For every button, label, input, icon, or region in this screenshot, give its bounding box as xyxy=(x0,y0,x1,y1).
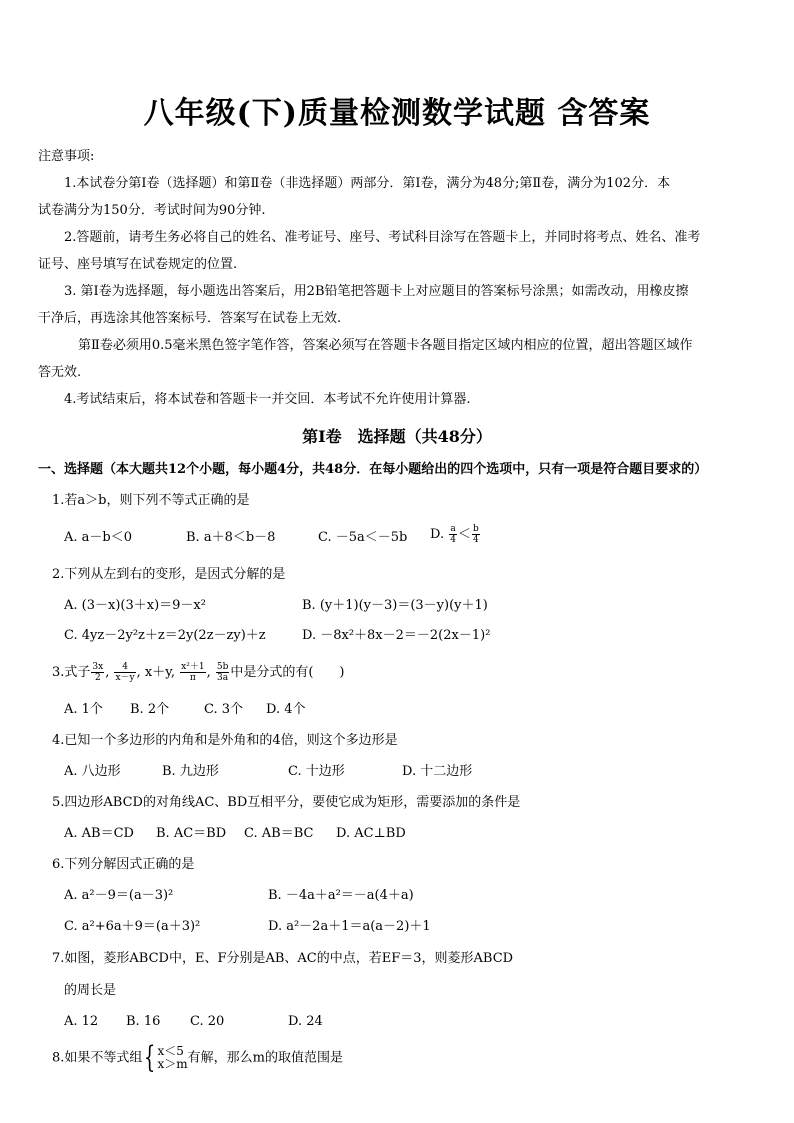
q2-option-d: D. －8x²＋8x－2＝－2(2x－1)² xyxy=(302,628,491,643)
notice-3-line-1: 3. 第Ⅰ卷为选择题，每小题选出答案后，用2B铅笔把答题卡上对应题目的答案标号涂黑；如需改动，用橡皮擦 xyxy=(64,284,689,299)
q8-inequality-2: x＞m xyxy=(157,1057,188,1071)
q5-option-d: D. AC⊥BD xyxy=(336,826,406,841)
notice-2-line-1: 2.答题前，请考生务必将自己的姓名、准考证号、座号、考试科目涂写在答题卡上，并同时将考点、姓名、准考 xyxy=(64,230,701,245)
q3-expr-4-num: x²＋1 xyxy=(181,662,205,672)
q5-option-a: A. AB＝CD xyxy=(64,826,134,841)
q1-d-num-1: a xyxy=(450,524,456,534)
q3-expr-1-num: 3x xyxy=(92,662,104,672)
q1-stem: 1.若a＞b，则下列不等式正确的是 xyxy=(52,493,250,508)
q3-expr-4 xyxy=(180,662,205,683)
q3-expr-2-num: 4 xyxy=(114,662,135,673)
q3-expr-1 xyxy=(91,662,104,683)
q7-option-a: A. 12 xyxy=(64,1014,99,1029)
q8-inequality-system xyxy=(158,1045,188,1071)
q1-d-den-2: 4 xyxy=(473,535,479,545)
q3-expr-5 xyxy=(216,662,230,683)
q1-option-c: C. －5a＜－5b xyxy=(318,530,408,545)
q6-option-b: B. －4a＋a²＝－a(4＋a) xyxy=(268,888,414,903)
notice-3-line-2: 干净后，再选涂其他答案标号．答案写在试卷上无效. xyxy=(38,311,342,326)
q7-stem-line-1: 7.如图，菱形ABCD中，E、F分别是AB、AC的中点，若EF＝3，则菱形ABCD xyxy=(52,951,514,966)
q1-option-b: B. a＋8＜b－8 xyxy=(186,530,276,545)
q3-stem-suffix: 中是分式的有( ) xyxy=(230,665,345,680)
q1-d-fraction-1 xyxy=(449,524,457,545)
q8-inequality-1: x＜5 xyxy=(157,1044,184,1058)
q3-expr-2 xyxy=(114,662,135,683)
q3-expr-3: x＋y, xyxy=(144,665,176,680)
q2-option-a: A. (3－x)(3＋x)＝9－x² xyxy=(64,598,206,613)
notice-1-line-1: 1.本试卷分第Ⅰ卷（选择题）和第Ⅱ卷（非选择题）两部分．第Ⅰ卷，满分为48分;第Ⅱ卷，满分为102分．本 xyxy=(64,176,671,191)
notice-1-line-2: 试卷满分为150分．考试时间为90分钟. xyxy=(38,203,266,218)
q3-expr-5-num: 5b xyxy=(216,662,229,672)
q8-stem-suffix: 有解，那么m的取值范围是 xyxy=(187,1050,343,1066)
q7-stem-line-2: 的周长是 xyxy=(64,983,117,998)
section-title: 第Ⅰ卷 选择题（共48分） xyxy=(302,427,492,446)
q4-option-a: A. 八边形 xyxy=(64,764,121,779)
q5-option-c: C. AB＝BC xyxy=(244,826,314,841)
q3-expr-5-den: 3a xyxy=(217,673,229,683)
q6-option-c: C. a²+6a＋9＝(a＋3)² xyxy=(64,919,201,934)
q3-option-a: A. 1个 xyxy=(64,702,103,717)
q6-stem: 6.下列分解因式正确的是 xyxy=(52,857,195,872)
q3-expr-1-den: 2 xyxy=(94,673,101,683)
q2-stem: 2.下列从左到右的变形，是因式分解的是 xyxy=(52,567,286,582)
q3-option-b: B. 2个 xyxy=(130,702,170,717)
q5-stem: 5.四边形ABCD的对角线AC、BD互相平分，要使它成为矩形，需要添加的条件是 xyxy=(52,795,521,810)
q2-option-c: C. 4yz－2y²z＋z＝2y(2z－zy)＋z xyxy=(64,628,266,643)
q1-d-fraction-2 xyxy=(472,524,480,545)
q1-d-operator: ＜ xyxy=(457,527,471,542)
q3-option-c: C. 3个 xyxy=(204,702,244,717)
q3-stem: 3.式子 $\frac{3x}{2}$ , $\frac{4}{x-y}$ , x＋y, $\frac{\text{x²＋1}}{\pi}$ , $\frac{5b}{3a}$ 中是分式的有( ) xyxy=(52,662,345,683)
q2-option-b: B. (y＋1)(y－3)＝(3－y)(y＋1) xyxy=(302,598,488,613)
q3-expr-2-den: x－y xyxy=(115,673,135,683)
q1-d-num-2: b xyxy=(472,524,479,534)
notice-3-line-4: 答无效. xyxy=(38,365,82,380)
q7-option-b: B. 16 xyxy=(126,1014,161,1029)
q3-expr-4-den: π xyxy=(189,673,196,683)
q8-stem xyxy=(52,1040,343,1075)
q6-option-d: D. a²－2a＋1＝a(a－2)＋1 xyxy=(268,919,431,934)
q4-option-c: C. 十边形 xyxy=(288,764,345,779)
q8-stem-prefix: 8.如果不等式组 xyxy=(52,1050,143,1066)
q4-stem: 4.已知一个多边形的内角和是外角和的4倍，则这个多边形是 xyxy=(52,733,398,748)
q3-stem-prefix: 3.式子 xyxy=(52,665,91,680)
q1-d-den-1: 4 xyxy=(450,535,456,545)
q7-option-c: C. 20 xyxy=(190,1014,225,1029)
q8-brace: { xyxy=(144,1040,156,1075)
q6-option-a: A. a²－9＝(a－3)² xyxy=(64,888,174,903)
q4-option-b: B. 九边形 xyxy=(162,764,219,779)
q4-option-d: D. 十二边形 xyxy=(402,764,473,779)
q1-option-a: A. a－b＜0 xyxy=(64,530,132,545)
q5-option-b: B. AC＝BD xyxy=(156,826,227,841)
notice-heading: 注意事项: xyxy=(38,149,95,164)
notice-4: 4.考试结束后，将本试卷和答题卡一并交回．本考试不允许使用计算器. xyxy=(64,392,471,407)
notice-3-line-3: 第Ⅱ卷必须用0.5毫米黑色签字笔作答，答案必须写在答题卡各题目指定区域内相应的位置，超出答题区域作 xyxy=(78,338,693,353)
part1-heading: 一、选择题（本大题共12个小题，每小题4分，共48分．在每小题给出的四个选项中，只有一项是符合题目要求的） xyxy=(38,462,708,477)
q3-option-d: D. 4个 xyxy=(266,702,306,717)
q7-option-d: D. 24 xyxy=(288,1014,323,1029)
notice-2-line-2: 证号、座号填写在试卷规定的位置. xyxy=(38,257,238,272)
exam-title: 八年级(下)质量检测数学试题 含答案 xyxy=(143,96,651,131)
q1-option-d xyxy=(430,524,481,545)
q1-option-d-label: D. xyxy=(430,527,445,542)
